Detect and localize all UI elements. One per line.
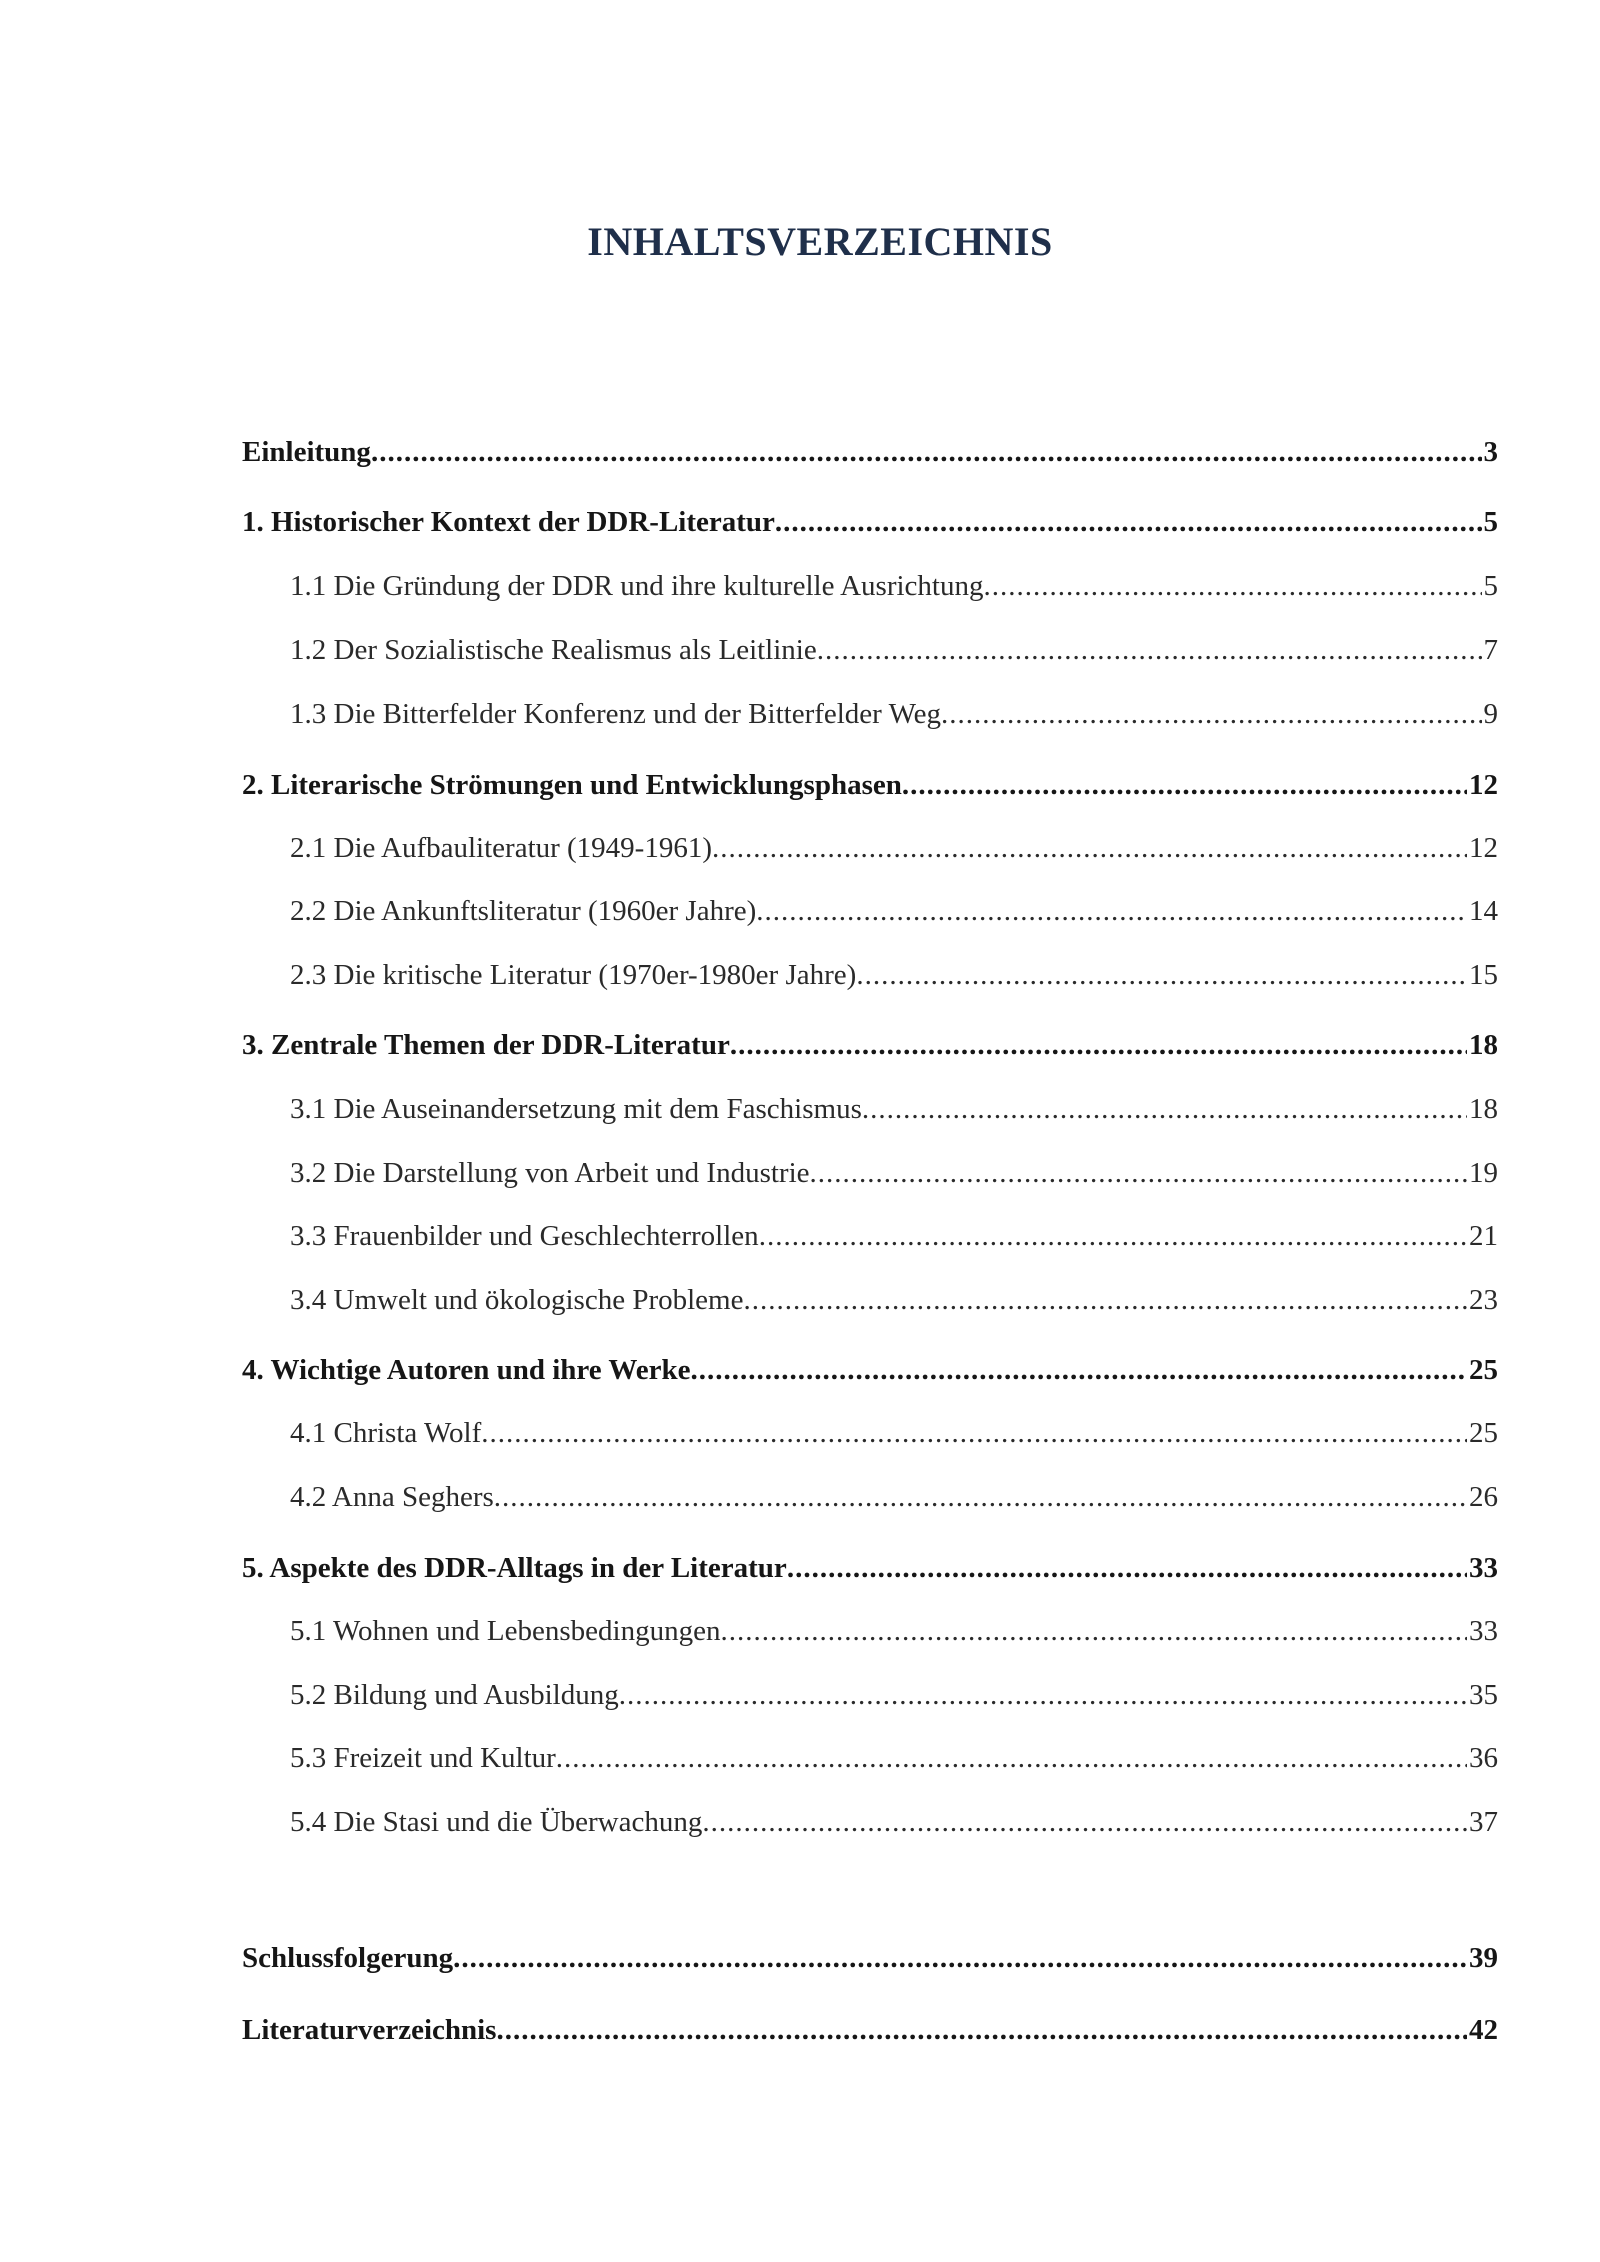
toc-title: INHALTSVERZEICHNIS — [587, 219, 1053, 264]
toc-entry[interactable] — [242, 1613, 1498, 1649]
toc-entry[interactable] — [242, 1550, 1498, 1586]
toc-entry-page-number: 26 — [1469, 1481, 1498, 1513]
toc-entry-page-number: 25 — [1469, 1417, 1498, 1449]
toc-entry-page-number: 36 — [1469, 1742, 1498, 1774]
toc-entry[interactable] — [242, 1155, 1498, 1191]
toc-entry-page-number: 23 — [1469, 1284, 1498, 1316]
toc-entry[interactable] — [242, 2012, 1498, 2048]
toc-entry[interactable] — [242, 830, 1498, 866]
toc-entry-label: 4.2 Anna Seghers — [290, 1481, 494, 1513]
toc-entry[interactable] — [242, 893, 1498, 929]
toc-entry-page-number: 33 — [1469, 1615, 1498, 1647]
toc-entry-page-number: 18 — [1469, 1093, 1498, 1125]
toc-entry-label: 3. Zentrale Themen der DDR-Literatur — [242, 1029, 730, 1061]
toc-entry-label: 3.1 Die Auseinandersetzung mit dem Faschismus — [290, 1093, 862, 1125]
toc-entry[interactable] — [242, 696, 1498, 732]
toc-entry-page-number: 12 — [1469, 832, 1498, 864]
dot-leader — [481, 1415, 1467, 1451]
dot-leader — [730, 1027, 1467, 1063]
dot-leader — [494, 1479, 1467, 1515]
dot-leader — [720, 1613, 1467, 1649]
toc-entry-label: 1. Historischer Kontext der DDR-Literatur — [242, 506, 775, 538]
toc-entry[interactable] — [242, 504, 1498, 540]
dot-leader — [690, 1352, 1467, 1388]
toc-entry-label: 5.2 Bildung und Ausbildung — [290, 1679, 619, 1711]
toc-entry-label: 4.1 Christa Wolf — [290, 1417, 482, 1449]
toc-entry-label: 2.1 Die Aufbauliteratur (1949-1961) — [290, 832, 713, 864]
toc-entry-page-number: 33 — [1469, 1552, 1498, 1584]
toc-entry-label: Schlussfolgerung — [242, 1942, 454, 1974]
dot-leader — [862, 1091, 1467, 1127]
toc-entry-page-number: 42 — [1469, 2014, 1498, 2046]
toc-entry[interactable] — [242, 1282, 1498, 1318]
dot-leader — [941, 696, 1482, 732]
toc-entry-page-number: 39 — [1469, 1942, 1498, 1974]
toc-entry-label: 1.3 Die Bitterfelder Konferenz und der Bitterfelder Weg — [290, 698, 941, 730]
toc-entry-label: 2. Literarische Strömungen und Entwicklungsphasen — [242, 769, 902, 801]
toc-entry[interactable] — [242, 1940, 1498, 1976]
toc-entry-page-number: 37 — [1469, 1806, 1498, 1838]
toc-entry-label: Literaturverzeichnis — [242, 2014, 497, 2046]
toc-entry[interactable] — [242, 1479, 1498, 1515]
dot-leader — [496, 2012, 1467, 2048]
toc-entry-page-number: 7 — [1483, 634, 1498, 666]
toc-entry-page-number: 35 — [1469, 1679, 1498, 1711]
dot-leader — [856, 957, 1467, 993]
toc-entry[interactable] — [242, 632, 1498, 668]
dot-leader — [902, 767, 1467, 803]
toc-entry[interactable] — [242, 1415, 1498, 1451]
toc-entry-page-number: 5 — [1483, 506, 1498, 538]
dot-leader — [702, 1804, 1467, 1840]
toc-entry[interactable] — [242, 1027, 1498, 1063]
dot-leader — [759, 1218, 1467, 1254]
dot-leader — [983, 568, 1481, 604]
dot-leader — [756, 893, 1467, 929]
dot-leader — [810, 1155, 1468, 1191]
toc-entry-page-number: 18 — [1469, 1029, 1498, 1061]
toc-entry-page-number: 3 — [1483, 436, 1498, 468]
toc-entry[interactable] — [242, 957, 1498, 993]
toc-entry-page-number: 12 — [1469, 769, 1498, 801]
dot-leader — [712, 830, 1467, 866]
toc-entry-page-number: 15 — [1469, 959, 1498, 991]
toc-entry-page-number: 21 — [1469, 1220, 1498, 1252]
toc-entry-label: 5. Aspekte des DDR-Alltags in der Literatur — [242, 1552, 787, 1584]
toc-entry-label: 2.2 Die Ankunftsliteratur (1960er Jahre) — [290, 895, 757, 927]
toc-entry-label: 2.3 Die kritische Literatur (1970er-1980er Jahre) — [290, 959, 857, 991]
dot-leader — [775, 504, 1482, 540]
dot-leader — [743, 1282, 1467, 1318]
toc-entry[interactable] — [242, 1091, 1498, 1127]
toc-entry-page-number: 9 — [1483, 698, 1498, 730]
toc-entry-label: 3.4 Umwelt und ökologische Probleme — [290, 1284, 744, 1316]
toc-entry[interactable] — [242, 434, 1498, 470]
dot-leader — [787, 1550, 1467, 1586]
toc-entry-label: 5.3 Freizeit und Kultur — [290, 1742, 556, 1774]
toc-entry-label: 1.1 Die Gründung der DDR und ihre kulturelle Ausrichtung — [290, 570, 984, 602]
toc-entry-label: 1.2 Der Sozialistische Realismus als Leitlinie — [290, 634, 817, 666]
toc-entry-label: Einleitung — [242, 436, 371, 468]
toc-entry-page-number: 19 — [1469, 1157, 1498, 1189]
dot-leader — [556, 1740, 1467, 1776]
toc-entry-page-number: 5 — [1483, 570, 1498, 602]
toc-entry[interactable] — [242, 568, 1498, 604]
toc-entry[interactable] — [242, 1218, 1498, 1254]
toc-entry[interactable] — [242, 1677, 1498, 1713]
toc-entry[interactable] — [242, 767, 1498, 803]
toc-entry-label: 3.3 Frauenbilder und Geschlechterrollen — [290, 1220, 759, 1252]
dot-leader — [453, 1940, 1467, 1976]
toc-entry-label: 5.4 Die Stasi und die Überwachung — [290, 1806, 703, 1838]
toc-entry-page-number: 25 — [1469, 1354, 1498, 1386]
dot-leader — [817, 632, 1482, 668]
toc-entry-label: 3.2 Die Darstellung von Arbeit und Industrie — [290, 1157, 810, 1189]
toc-entry[interactable] — [242, 1352, 1498, 1388]
dot-leader — [371, 434, 1482, 470]
toc-entry-label: 4. Wichtige Autoren und ihre Werke — [242, 1354, 691, 1386]
toc-entry-page-number: 14 — [1469, 895, 1498, 927]
dot-leader — [619, 1677, 1467, 1713]
toc-entry[interactable] — [242, 1740, 1498, 1776]
toc-entry[interactable] — [242, 1804, 1498, 1840]
toc-entry-label: 5.1 Wohnen und Lebensbedingungen — [290, 1615, 721, 1647]
